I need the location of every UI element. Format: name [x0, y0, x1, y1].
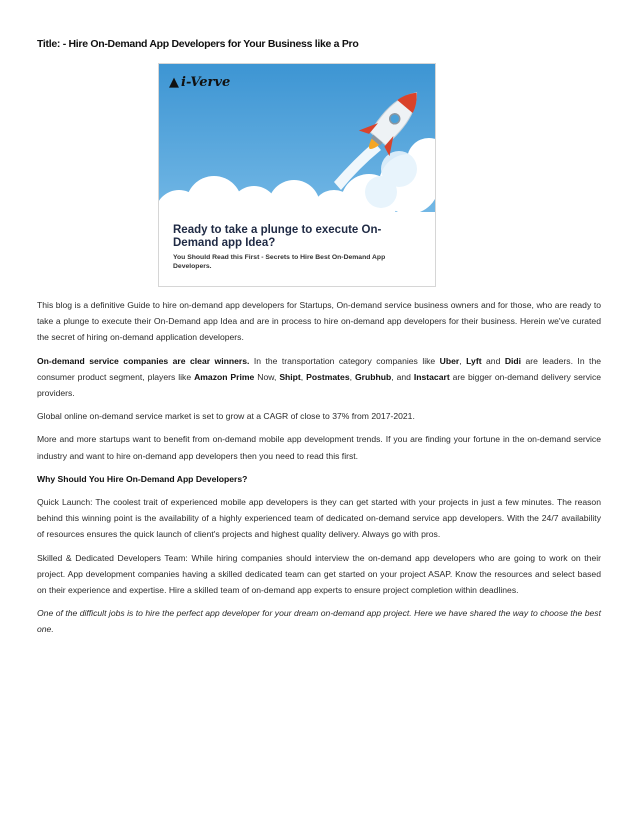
closing-paragraph: One of the difficult jobs is to hire the perfect app developer for your dream on-demand app project. Here we have shared the way to choose the best one. — [37, 608, 601, 635]
brand-mark-icon: ▲ — [169, 75, 179, 90]
hero-headline: Ready to take a plunge to execute On-Demand app Idea? — [173, 224, 382, 249]
brand-logo — [169, 75, 230, 90]
company-postmates: Postmates — [306, 371, 350, 382]
document-title: Title: - Hire On-Demand App Developers for Your Business like a Pro — [37, 38, 359, 50]
company-grubhub: Grubhub — [354, 371, 392, 382]
company-uber: Uber — [439, 355, 460, 366]
company-didi: Didi — [504, 355, 522, 366]
hero-subline: You Should Read this First - Secrets to Hire Best On-Demand App Developers. — [173, 254, 386, 270]
quick-launch-paragraph: Quick Launch: The coolest trait of experienced mobile app developers is they can get started with your projects in just a few minutes. The reason behind this winning point is the availability of a highly experienced team of dedicated on-demand service app developers. With the 24/7 availability of resources ensures the quick launch of client's projects and highest quality delivery. Always go with pros. — [37, 497, 601, 540]
company-amazon-prime: Amazon Prime — [194, 371, 255, 382]
skilled-team-paragraph: Skilled & Dedicated Developers Team: While hiring companies should interview the on-demand app developers who are going to work on their project. App development companies having a skilled dedicated team can get started on your project ASAP. Know the resources and select based on their experience and expertise. Hire a skilled team of on-demand app experts to ensure project completion within deadlines. — [37, 552, 601, 596]
intro-paragraph: This blog is a definitive Guide to hire on-demand app developers for Startups, On-demand service business owners and for those, who are ready to take a plunge to execute their On-Demand app Idea and are in process to hire on-demand app developers for their business. Herein we've curated the secret of hiring on-demand application developers. — [37, 300, 601, 343]
lead-statement: On-demand service companies are clear winners. — [37, 355, 250, 366]
market-leaders-paragraph: On-demand service companies are clear winners. In the transportation category companies like Uber, Lyft and Didi are leaders. In the consumer product segment, players like Amazon Prime Now, Shipt, Postmates, Grubhub, and Instacart are bigger on-demand delivery service providers. — [37, 355, 602, 399]
brand-name: i-Verve — [181, 75, 231, 90]
market-growth-paragraph: Global online on-demand service market is set to grow at a CAGR of close to 37% from 2017-2021. — [37, 411, 415, 422]
startups-paragraph: More and more startups want to benefit from on-demand mobile app development trends. If you are finding your fortune in the on-demand service industry and want to hire on-demand app developers then you need to read this first. — [37, 434, 601, 461]
company-lyft: Lyft — [466, 355, 482, 366]
article-body — [37, 297, 601, 645]
hero-banner-image — [158, 63, 436, 287]
company-instacart: Instacart — [413, 371, 450, 382]
section-heading: Why Should You Hire On-Demand App Developers? — [37, 473, 248, 484]
company-shipt: Shipt — [279, 371, 301, 382]
